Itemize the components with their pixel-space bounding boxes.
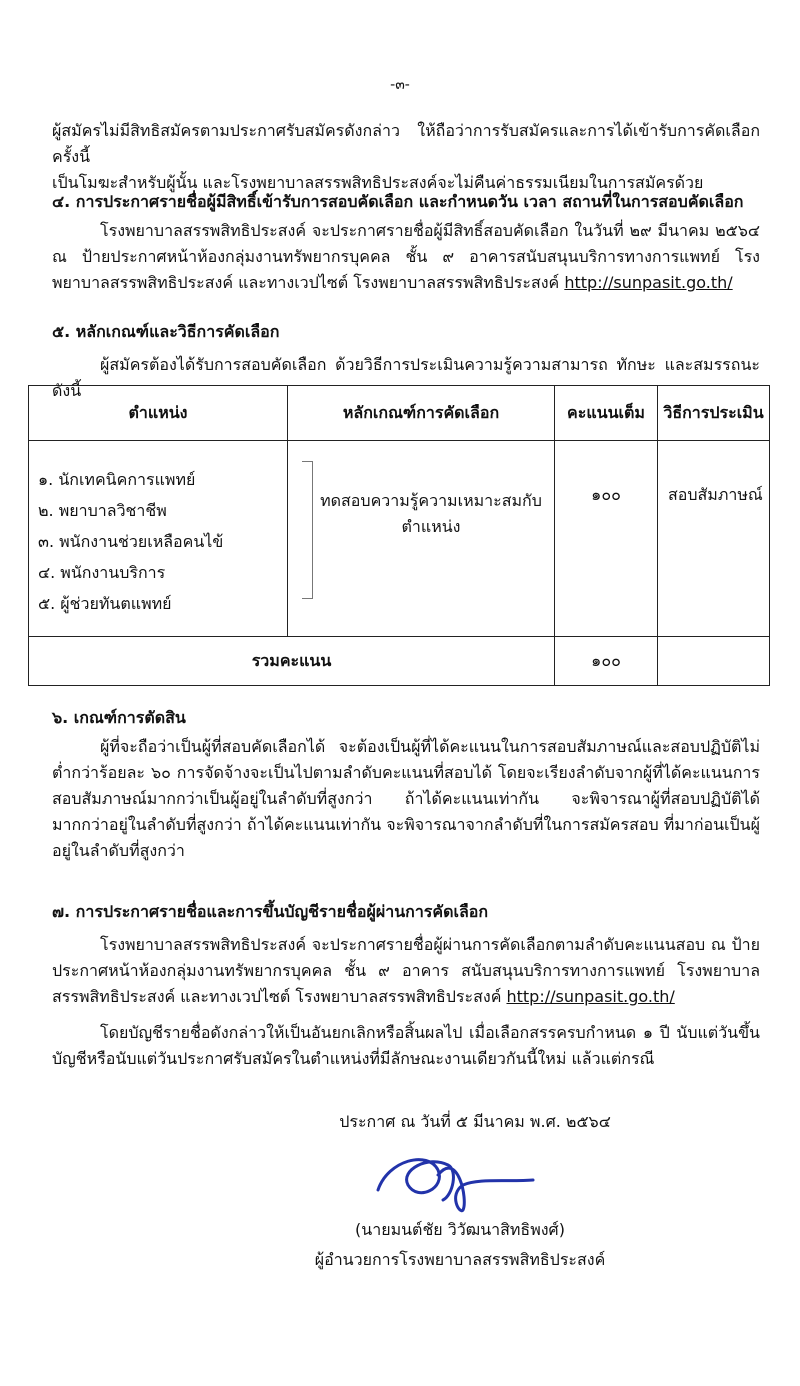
- page-number: -๓-: [390, 77, 410, 93]
- total-label: รวมคะแนน: [29, 637, 555, 686]
- list-item: ๔. พนักงานบริการ: [38, 563, 166, 582]
- section-5-body: ผู้สมัครต้องได้รับการสอบคัดเลือก ด้วยวิธีการประเมินความรู้ความสามารถ ทักษะ และสมรรถนะดังนี้: [52, 355, 760, 400]
- header-full-score: คะแนนเต็ม: [555, 386, 658, 441]
- section-7-body-1: [52, 932, 760, 1010]
- bracket-line: [302, 461, 313, 599]
- total-score: ๑๐๐: [555, 637, 658, 686]
- positions-list: [30, 442, 286, 619]
- section-4-text: โรงพยาบาลสรรพสิทธิประสงค์ จะประกาศรายชื่อผู้มีสิทธิ์สอบคัดเลือก ในวันที่ ๒๙ มีนาคม ๒๕๖๔ ณ ป้ายประกาศหน้าห้องกลุ่มงานทรัพยากรบุคคล ชั้น ๙ อาคารสนับสนุนบริการทางการแพทย์ โรงพยาบาลสรรพสิทธิประสงค์ และทางเวปไซต์ โรงพยาบาลสรรพสิทธิประสงค์: [52, 221, 760, 292]
- section-5-heading: ๕. หลักเกณฑ์และวิธีการคัดเลือก: [52, 322, 280, 341]
- section-4-url-link[interactable]: http://sunpasit.go.th/: [564, 273, 733, 292]
- total-row: [29, 637, 770, 686]
- section-6-body: ผู้ที่จะถือว่าเป็นผู้ที่สอบคัดเลือกได้ จะต้องเป็นผู้ที่ได้คะแนนในการสอบสัมภาษณ์และสอบปฏิบัติไม่ต่ำกว่าร้อยละ ๖๐ การจัดจ้างจะเป็นไปตามลำดับคะแนนที่สอบได้ โดยจะเรียงลำดับจากผู้ที่ได้คะแนนการสอบสัมภาษณ์มากกว่าเป็นผู้อยู่ในลำดับที่สูงกว่า ถ้าได้คะแนนเท่ากัน จะพิจารณาผู้ที่สอบปฏิบัติได้มากกว่าอยู่ในลำดับที่สูงกว่า ถ้าได้คะแนนเท่ากัน จะพิจารณาจากลำดับที่ในการสมัครสอบ ที่มาก่อนเป็นผู้อยู่ในลำดับที่สูงกว่า: [52, 737, 760, 860]
- total-empty-cell: [658, 637, 770, 686]
- table-row: [29, 441, 770, 637]
- section-7-text: โรงพยาบาลสรรพสิทธิประสงค์ จะประกาศรายชื่อผู้ผ่านการคัดเลือกตามลำดับคะแนนสอบ ณ ป้ายประกาศหน้าห้องกลุ่มงานทรัพยากรบุคคล ชั้น ๙ อาคาร สนับสนุนบริการทางการแพทย์ โรงพยาบาลสรรพสิทธิประสงค์ และทางเวปไซต์ โรงพยาบาลสรรพสิทธิประสงค์: [52, 935, 760, 1006]
- section-7-heading: ๗. การประกาศรายชื่อและการขึ้นบัญชีรายชื่อผู้ผ่านการคัดเลือก: [52, 902, 489, 921]
- header-method: วิธีการประเมิน: [658, 386, 770, 441]
- list-item: ๕. ผู้ช่วยทันตแพทย์: [38, 594, 172, 613]
- method-cell: สอบสัมภาษณ์: [658, 441, 770, 637]
- announcement-date: ประกาศ ณ วันที่ ๕ มีนาคม พ.ศ. ๒๕๖๔: [339, 1112, 611, 1131]
- intro-line-1: ผู้สมัครไม่มีสิทธิสมัครตามประกาศรับสมัครดังกล่าว ให้ถือว่าการรับสมัครและการได้เข้ารับการคัดเลือกครั้งนี้: [52, 121, 760, 166]
- positions-cell: [29, 441, 288, 637]
- section-4-body: [52, 218, 760, 296]
- list-item: ๑. นักเทคนิคการแพทย์: [38, 470, 196, 489]
- score-cell: ๑๐๐: [555, 441, 658, 637]
- intro-paragraph: [52, 118, 760, 196]
- list-item: ๒. พยาบาลวิชาชีพ: [38, 501, 167, 520]
- selection-criteria-table: [28, 385, 770, 686]
- criteria-cell: [288, 441, 555, 637]
- signature-image: [368, 1140, 538, 1220]
- header-position: ตำแหน่ง: [29, 386, 288, 441]
- criteria-text: ทดสอบความรู้ความเหมาะสมกับตำแหน่ง: [320, 491, 542, 536]
- signer-name: (นายมนต์ชัย วิวัฒนาสิทธิพงศ์): [355, 1220, 565, 1239]
- intro-line-2: เป็นโมฆะสำหรับผู้นั้น และโรงพยาบาลสรรพสิทธิประสงค์จะไม่คืนค่าธรรมเนียมในการสมัครด้วย: [52, 173, 704, 192]
- section-6-heading: ๖. เกณฑ์การตัดสิน: [52, 708, 186, 727]
- section-7-url-link[interactable]: http://sunpasit.go.th/: [506, 987, 675, 1006]
- header-criteria: หลักเกณฑ์การคัดเลือก: [288, 386, 555, 441]
- section-4-heading: ๔. การประกาศรายชื่อผู้มีสิทธิ์เข้ารับการสอบคัดเลือก และกำหนดวัน เวลา สถานที่ในการสอบคัดเลือก: [52, 192, 744, 211]
- signer-title: ผู้อำนวยการโรงพยาบาลสรรพสิทธิประสงค์: [314, 1250, 606, 1269]
- list-item: ๓. พนักงานช่วยเหลือคนไข้: [38, 532, 224, 551]
- section-7-body-2: โดยบัญชีรายชื่อดังกล่าวให้เป็นอันยกเลิกหรือสิ้นผลไป เมื่อเลือกสรรครบกำหนด ๑ ปี นับแต่วันขึ้นบัญชีหรือนับแต่วันประกาศรับสมัครในตำแหน่งที่มีลักษณะงานเดียวกันนี้ใหม่ แล้วแต่กรณี: [52, 1023, 760, 1068]
